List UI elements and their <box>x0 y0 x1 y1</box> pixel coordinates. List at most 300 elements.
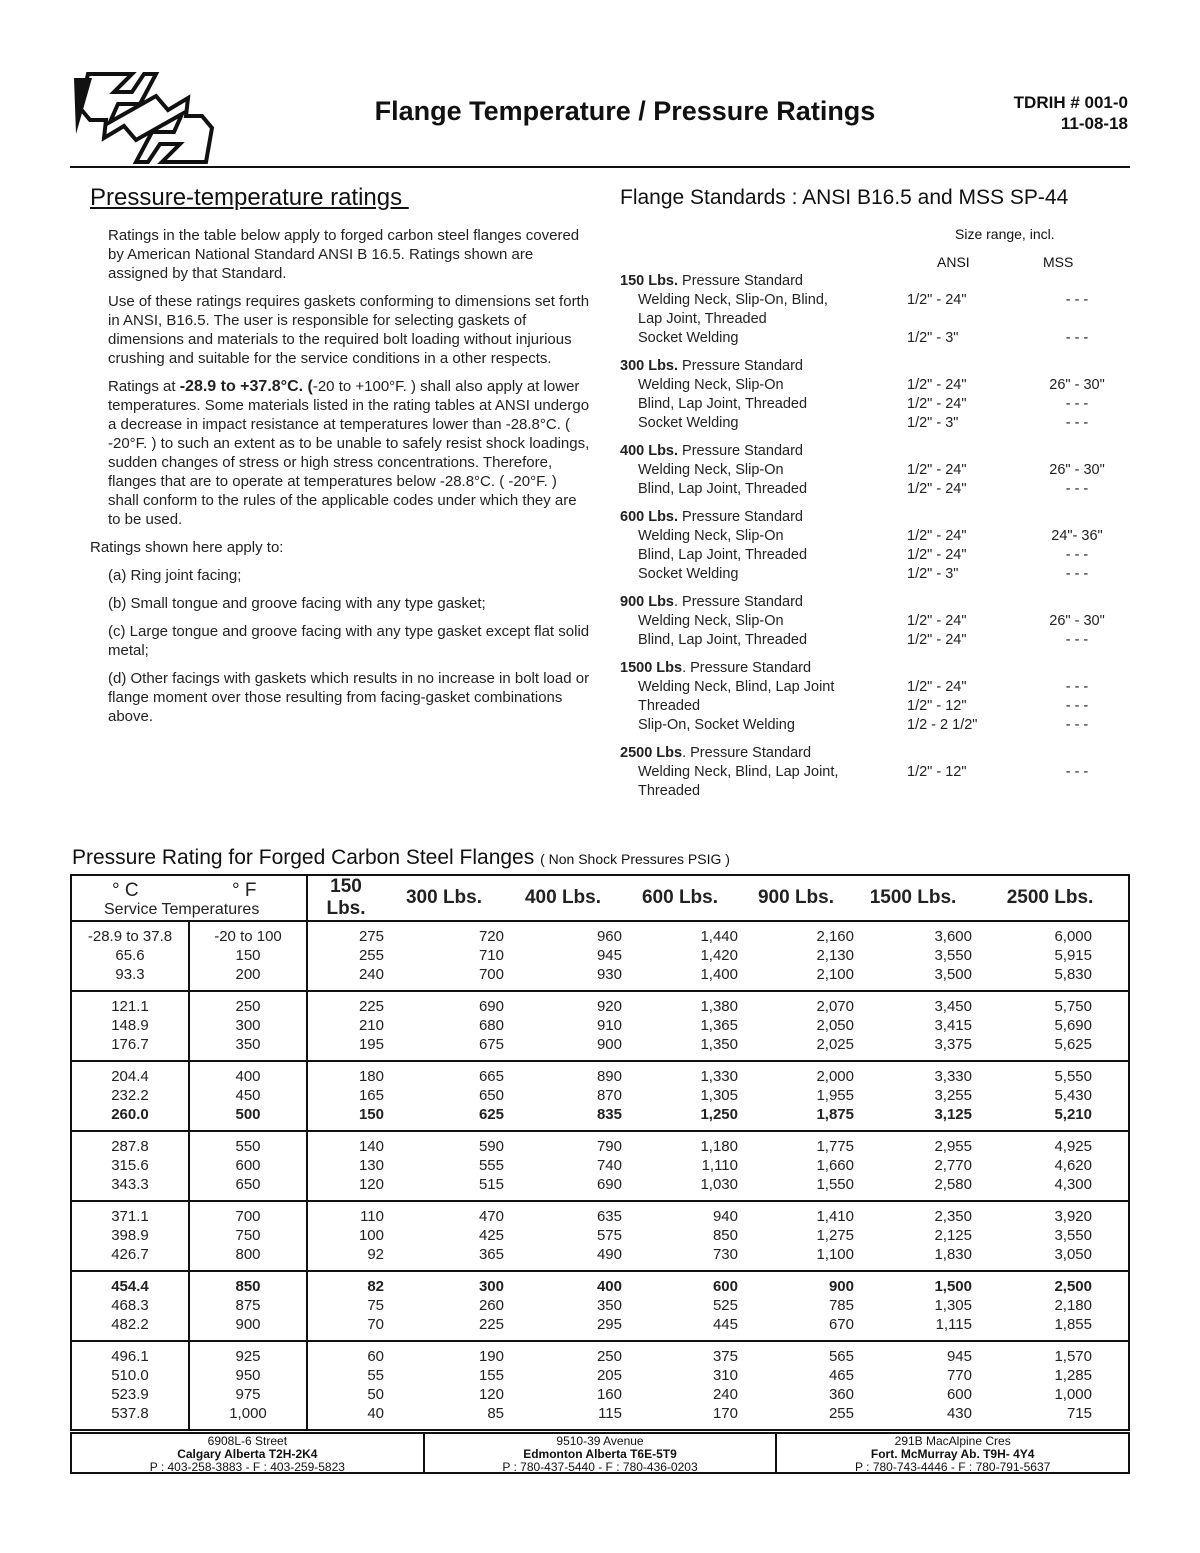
table-cell: 232.2 <box>111 1087 149 1104</box>
pressure-standard-label: . Pressure Standard <box>674 594 803 610</box>
table-cell: 900 <box>828 1278 854 1295</box>
table-cell: 60 <box>367 1348 384 1365</box>
table-cell: 650 <box>478 1087 504 1104</box>
doc-number: TDRIH # 001-0 <box>1013 93 1128 112</box>
table-row-group <box>71 1131 1129 1201</box>
table-cell: 3,450 <box>934 998 972 1015</box>
table-cell: 720 <box>478 928 504 945</box>
table-cell: 190 <box>478 1348 504 1365</box>
table-cell: 240 <box>712 1386 738 1403</box>
ansi-size <box>907 782 1032 801</box>
size-range-label: Size range, incl. <box>955 226 1055 242</box>
ansi-size: 1/2" - 24" <box>907 613 967 629</box>
class-header-150: 150 Lbs. <box>307 875 384 921</box>
mss-size: 26" - 30" <box>1049 462 1105 478</box>
table-cell: 130 <box>358 1157 384 1174</box>
service-temperatures-label: Service Temperatures <box>104 901 260 918</box>
standard-row <box>620 329 1130 348</box>
table-cell: 575 <box>596 1227 622 1244</box>
standard-row <box>620 678 1130 697</box>
celsius-cell <box>71 1131 189 1201</box>
pressure-cell <box>738 1271 854 1341</box>
table-cell: 1,305 <box>934 1297 972 1314</box>
table-cell: 1,110 <box>701 1157 738 1174</box>
class-header-900: 900 Lbs. <box>738 875 854 921</box>
table-cell: 750 <box>235 1227 261 1244</box>
table-cell: 670 <box>828 1316 854 1333</box>
table-cell: 3,550 <box>1054 1227 1092 1244</box>
table-cell: 675 <box>478 1036 504 1053</box>
pressure-cell <box>504 1271 622 1341</box>
pressure-cell <box>384 1341 504 1430</box>
standard-group <box>620 442 1130 499</box>
mss-size: - - - <box>1065 396 1089 412</box>
class-header-300: 300 Lbs. <box>384 875 504 921</box>
table-cell: 110 <box>360 1208 384 1225</box>
table-row-group <box>71 1061 1129 1131</box>
standard-row <box>620 716 1130 735</box>
table-cell: 3,920 <box>1054 1208 1092 1225</box>
flange-type: Welding Neck, Slip-On <box>638 613 784 629</box>
table-cell: 635 <box>596 1208 622 1225</box>
mss-column-label: MSS <box>1043 254 1074 270</box>
pressure-cell <box>738 921 854 991</box>
table-cell: 2,770 <box>934 1157 972 1174</box>
flange-type: Welding Neck, Blind, Lap Joint <box>638 679 835 695</box>
pressure-cell <box>384 1131 504 1201</box>
table-cell: 5,750 <box>1054 998 1092 1015</box>
table-cell: 1,115 <box>935 1316 972 1333</box>
mss-size: - - - <box>1065 292 1089 308</box>
ansi-size <box>907 310 1032 329</box>
pressure-cell <box>738 1341 854 1430</box>
table-cell: 5,625 <box>1054 1036 1092 1053</box>
pressure-cell <box>384 1201 504 1271</box>
doc-date: 11-08-18 <box>1060 114 1128 133</box>
table-cell: 1,875 <box>816 1106 854 1123</box>
mss-size: 24"- 36" <box>1051 528 1103 544</box>
table-cell: 1,030 <box>700 1176 738 1193</box>
table-cell: 343.3 <box>111 1176 149 1193</box>
class-header-400: 400 Lbs. <box>504 875 622 921</box>
table-cell: 3,255 <box>934 1087 972 1104</box>
pressure-cell <box>622 1201 738 1271</box>
fahrenheit-cell <box>189 1271 307 1341</box>
table-cell: 260 <box>478 1297 504 1314</box>
ansi-size: 1/2" - 24" <box>907 462 967 478</box>
standard-row <box>620 565 1130 584</box>
table-cell: 210 <box>358 1017 384 1034</box>
table-cell: 160 <box>596 1386 622 1403</box>
table-cell: 1,365 <box>700 1017 738 1034</box>
table-cell: 3,415 <box>934 1017 972 1034</box>
pressure-standard-label: . Pressure Standard <box>682 660 812 676</box>
table-cell: 365 <box>478 1246 504 1263</box>
table-cell: -20 to 100 <box>214 928 282 945</box>
table-cell: 3,600 <box>934 928 972 945</box>
pressure-cell <box>854 991 972 1061</box>
table-cell: 1,660 <box>816 1157 854 1174</box>
table-cell: 665 <box>478 1068 504 1085</box>
pressure-cell <box>307 1131 384 1201</box>
section-heading-ratings: Pressure-temperature ratings <box>90 184 409 211</box>
table-cell: 960 <box>596 928 622 945</box>
table-cell: 1,570 <box>1054 1348 1092 1365</box>
table-cell: 1,420 <box>700 947 738 964</box>
flange-type: Socket Welding <box>638 330 739 346</box>
pressure-cell <box>307 921 384 991</box>
table-cell: 500 <box>235 1106 261 1123</box>
pressure-cell <box>622 1131 738 1201</box>
pressure-standard-label: Pressure Standard <box>678 443 803 459</box>
table-cell: 1,550 <box>816 1176 854 1193</box>
table-cell: 710 <box>478 947 504 964</box>
table-row-group <box>71 1341 1129 1430</box>
pressure-cell <box>384 1061 504 1131</box>
mss-size: - - - <box>1065 547 1089 563</box>
celsius-cell <box>71 991 189 1061</box>
table-cell: 400 <box>596 1278 622 1295</box>
table-cell: 150 <box>235 947 261 964</box>
table-cell: 1,855 <box>1054 1316 1092 1333</box>
table-cell: 120 <box>478 1386 504 1403</box>
pressure-cell <box>738 1201 854 1271</box>
table-title <box>72 846 730 870</box>
ansi-size: 1/2" - 24" <box>907 481 967 497</box>
table-cell: 690 <box>596 1176 622 1193</box>
table-cell: 1,330 <box>700 1068 738 1085</box>
pressure-cell <box>622 1061 738 1131</box>
table-cell: 310 <box>712 1367 738 1384</box>
table-cell: 350 <box>235 1036 261 1053</box>
standard-row <box>620 782 1130 801</box>
table-cell: 2,130 <box>816 947 854 964</box>
mss-size: 26" - 30" <box>1049 613 1105 629</box>
ansi-size: 1/2" - 24" <box>907 396 967 412</box>
table-cell: 537.8 <box>111 1405 149 1422</box>
table-cell: 785 <box>828 1297 854 1314</box>
table-cell: 690 <box>478 998 504 1015</box>
pressure-cell <box>854 1271 972 1341</box>
p3-temp-range: -28.9 to +37.8°C. ( <box>179 378 313 395</box>
table-cell: 40 <box>367 1405 384 1422</box>
table-cell: 204.4 <box>111 1068 149 1085</box>
mss-size: - - - <box>1065 566 1089 582</box>
table-cell: 870 <box>596 1087 622 1104</box>
pressure-cell <box>738 991 854 1061</box>
standard-group <box>620 272 1130 348</box>
pressure-cell <box>384 991 504 1061</box>
table-cell: 850 <box>712 1227 738 1244</box>
flange-type: Welding Neck, Slip-On, Blind, <box>638 292 828 308</box>
standard-group <box>620 357 1130 433</box>
pressure-cell <box>972 1341 1129 1430</box>
flange-type: Blind, Lap Joint, Threaded <box>638 632 808 648</box>
footer-city: Fort. McMurray Ab. T9H- 4Y4 <box>870 1447 1035 1461</box>
table-cell: 93.3 <box>115 966 145 983</box>
standard-row <box>620 612 1130 631</box>
table-cell: 1,410 <box>816 1208 854 1225</box>
table-cell: 2,180 <box>1054 1297 1092 1314</box>
standard-row <box>620 376 1130 395</box>
table-cell: 375 <box>712 1348 738 1365</box>
pressure-cell <box>307 1061 384 1131</box>
table-cell: 170 <box>712 1405 738 1422</box>
table-cell: 255 <box>358 947 384 964</box>
footer-city: Calgary Alberta T2H-2K4 <box>177 1447 318 1461</box>
table-cell: 1,775 <box>816 1138 854 1155</box>
table-cell: 715 <box>1066 1405 1092 1422</box>
table-cell: 625 <box>478 1106 504 1123</box>
table-cell: 945 <box>946 1348 972 1365</box>
table-cell: 910 <box>596 1017 622 1034</box>
table-cell: 430 <box>946 1405 972 1422</box>
footer-phone: P : 780-743-4446 - F : 780-791-5637 <box>855 1460 1051 1474</box>
table-cell: 445 <box>712 1316 738 1333</box>
pressure-standard-label: Pressure Standard <box>678 358 803 374</box>
table-cell: 225 <box>478 1316 504 1333</box>
table-cell: 75 <box>367 1297 384 1314</box>
table-cell: 3,500 <box>934 966 972 983</box>
table-cell: -28.9 to 37.8 <box>87 928 173 945</box>
standard-group-title <box>620 659 1130 678</box>
table-cell: 180 <box>358 1068 384 1085</box>
table-cell: 550 <box>235 1138 261 1155</box>
table-cell: 600 <box>946 1386 972 1403</box>
document-id <box>1014 92 1128 134</box>
table-cell: 1,000 <box>229 1405 267 1422</box>
standard-group-title <box>620 593 1130 612</box>
pressure-cell <box>384 1271 504 1341</box>
table-cell: 950 <box>235 1367 261 1384</box>
header-rule <box>70 166 1130 168</box>
table-cell: 4,620 <box>1054 1157 1092 1174</box>
table-cell: 2,025 <box>816 1036 854 1053</box>
table-cell: 2,955 <box>934 1138 972 1155</box>
table-cell: 890 <box>596 1068 622 1085</box>
company-logo <box>70 70 222 168</box>
standard-group-title <box>620 357 1130 376</box>
table-cell: 65.6 <box>115 947 145 964</box>
table-cell: 900 <box>596 1036 622 1053</box>
pressure-standard-label: Pressure Standard <box>678 273 803 289</box>
table-cell: 250 <box>235 998 261 1015</box>
table-cell: 260.0 <box>111 1106 149 1123</box>
mss-size: - - - <box>1065 764 1089 780</box>
pressure-cell <box>384 921 504 991</box>
table-cell: 315.6 <box>111 1157 149 1174</box>
celsius-cell <box>71 1271 189 1341</box>
fahrenheit-cell <box>189 1061 307 1131</box>
pressure-cell <box>972 1201 1129 1271</box>
standard-group-title <box>620 442 1130 461</box>
table-cell: 140 <box>358 1138 384 1155</box>
footer-street: 9510-39 Avenue <box>556 1434 644 1448</box>
fahrenheit-cell <box>189 1201 307 1271</box>
flange-type: Socket Welding <box>638 415 739 431</box>
fahrenheit-cell <box>189 991 307 1061</box>
ansi-size: 1/2" - 24" <box>907 292 967 308</box>
table-cell: 425 <box>478 1227 504 1244</box>
table-cell: 2,000 <box>816 1068 854 1085</box>
mss-size: 26" - 30" <box>1049 377 1105 393</box>
flange-type: Welding Neck, Slip-On <box>638 462 784 478</box>
table-cell: 426.7 <box>111 1246 149 1263</box>
table-cell: 1,955 <box>816 1087 854 1104</box>
flange-type: Welding Neck, Blind, Lap Joint, <box>638 764 839 780</box>
mss-size <box>1032 782 1122 801</box>
table-cell: 350 <box>596 1297 622 1314</box>
table-cell: 490 <box>596 1246 622 1263</box>
table-cell: 1,380 <box>700 998 738 1015</box>
table-cell: 55 <box>367 1367 384 1384</box>
table-cell: 850 <box>235 1278 261 1295</box>
footer-city: Edmonton Alberta T6E-5T9 <box>523 1447 677 1461</box>
pressure-class: 400 Lbs. <box>620 443 679 459</box>
table-cell: 240 <box>358 966 384 983</box>
table-cell: 2,070 <box>816 998 854 1015</box>
table-cell: 100 <box>358 1227 384 1244</box>
standard-group <box>620 744 1130 801</box>
pressure-cell <box>972 1271 1129 1341</box>
table-cell: 510.0 <box>111 1367 149 1384</box>
rating-table-body <box>71 921 1129 1430</box>
mss-size: - - - <box>1065 679 1089 695</box>
table-cell: 835 <box>596 1106 622 1123</box>
table-cell: 940 <box>712 1208 738 1225</box>
table-cell: 115 <box>598 1405 622 1422</box>
table-cell: 1,100 <box>816 1246 854 1263</box>
table-cell: 1,180 <box>700 1138 738 1155</box>
table-row-group <box>71 1271 1129 1341</box>
pressure-class: 300 Lbs. <box>620 358 679 374</box>
standard-group-title <box>620 272 1130 291</box>
table-cell: 4,925 <box>1054 1138 1092 1155</box>
table-cell: 255 <box>828 1405 854 1422</box>
table-cell: 3,050 <box>1054 1246 1092 1263</box>
table-cell: 5,210 <box>1054 1106 1092 1123</box>
ansi-size: 1/2" - 12" <box>907 764 967 780</box>
pressure-cell <box>504 921 622 991</box>
table-row-group <box>71 1201 1129 1271</box>
standard-group <box>620 508 1130 584</box>
flange-standards-list <box>620 272 1130 810</box>
table-cell: 250 <box>596 1348 622 1365</box>
mss-size: - - - <box>1065 481 1089 497</box>
table-cell: 205 <box>596 1367 622 1384</box>
pressure-cell <box>504 991 622 1061</box>
table-cell: 555 <box>478 1157 504 1174</box>
item-b: (b) Small tongue and groove facing with any type gasket; <box>108 595 486 612</box>
table-cell: 470 <box>478 1208 504 1225</box>
table-cell: 200 <box>235 966 261 983</box>
table-cell: 121.1 <box>111 998 149 1015</box>
table-cell: 740 <box>596 1157 622 1174</box>
ansi-size: 1/2" - 24" <box>907 632 967 648</box>
table-cell: 2,160 <box>816 928 854 945</box>
class-header-1500: 1500 Lbs. <box>854 875 972 921</box>
table-cell: 300 <box>478 1278 504 1295</box>
table-cell: 148.9 <box>111 1017 149 1034</box>
pressure-cell <box>622 1271 738 1341</box>
standard-group <box>620 593 1130 650</box>
celsius-cell <box>71 1201 189 1271</box>
table-cell: 3,550 <box>934 947 972 964</box>
ansi-size: 1/2" - 3" <box>907 566 959 582</box>
table-cell: 2,500 <box>1054 1278 1092 1295</box>
table-cell: 875 <box>235 1297 261 1314</box>
table-cell: 975 <box>235 1386 261 1403</box>
pressure-class: 1500 Lbs <box>620 660 683 676</box>
table-cell: 150 <box>358 1106 384 1123</box>
table-cell: 1,250 <box>700 1106 738 1123</box>
table-row-group <box>71 921 1129 991</box>
standard-row <box>620 631 1130 650</box>
table-cell: 275 <box>358 928 384 945</box>
mss-size: - - - <box>1065 698 1089 714</box>
table-cell: 465 <box>828 1367 854 1384</box>
fahrenheit-cell <box>189 1341 307 1430</box>
table-cell: 2,350 <box>934 1208 972 1225</box>
table-cell: 82 <box>367 1278 384 1295</box>
table-cell: 930 <box>596 966 622 983</box>
table-cell: 1,350 <box>700 1036 738 1053</box>
table-cell: 600 <box>712 1278 738 1295</box>
pressure-cell <box>738 1131 854 1201</box>
table-cell: 1,830 <box>934 1246 972 1263</box>
pressure-class: 2500 Lbs <box>620 745 683 761</box>
table-cell: 3,125 <box>934 1106 972 1123</box>
table-cell: 945 <box>596 947 622 964</box>
footer-street: 6908L-6 Street <box>207 1434 288 1448</box>
table-header-row <box>71 875 1129 921</box>
footer-phone: P : 780-437-5440 - F : 780-436-0203 <box>502 1460 698 1474</box>
table-cell: 3,330 <box>934 1068 972 1085</box>
table-note: ( Non Shock Pressures PSIG ) <box>540 851 730 867</box>
ansi-size: 1/2" - 3" <box>907 330 959 346</box>
table-cell: 1,440 <box>700 928 738 945</box>
flange-type: Lap Joint, Threaded <box>638 311 767 327</box>
table-row-group <box>71 991 1129 1061</box>
table-cell: 225 <box>358 998 384 1015</box>
footer-edmonton <box>423 1434 776 1472</box>
table-cell: 92 <box>367 1246 384 1263</box>
standard-row <box>620 395 1130 414</box>
table-cell: 50 <box>367 1386 384 1403</box>
celsius-cell <box>71 1061 189 1131</box>
flange-type: Threaded <box>638 698 701 714</box>
table-cell: 525 <box>712 1297 738 1314</box>
table-cell: 680 <box>478 1017 504 1034</box>
footer-fort-mcmurray <box>775 1434 1128 1472</box>
table-cell: 398.9 <box>111 1227 149 1244</box>
pressure-cell <box>854 1201 972 1271</box>
table-cell: 3,375 <box>934 1036 972 1053</box>
standard-row <box>620 763 1130 782</box>
celsius-cell <box>71 921 189 991</box>
table-cell: 85 <box>487 1405 504 1422</box>
table-cell: 650 <box>235 1176 261 1193</box>
table-cell: 5,915 <box>1054 947 1092 964</box>
table-cell: 496.1 <box>111 1348 149 1365</box>
table-cell: 1,285 <box>1054 1367 1092 1384</box>
pressure-cell <box>504 1061 622 1131</box>
table-cell: 468.3 <box>111 1297 149 1314</box>
table-cell: 400 <box>235 1068 261 1085</box>
table-cell: 155 <box>478 1367 504 1384</box>
table-cell: 900 <box>235 1316 261 1333</box>
table-cell: 1,305 <box>700 1087 738 1104</box>
